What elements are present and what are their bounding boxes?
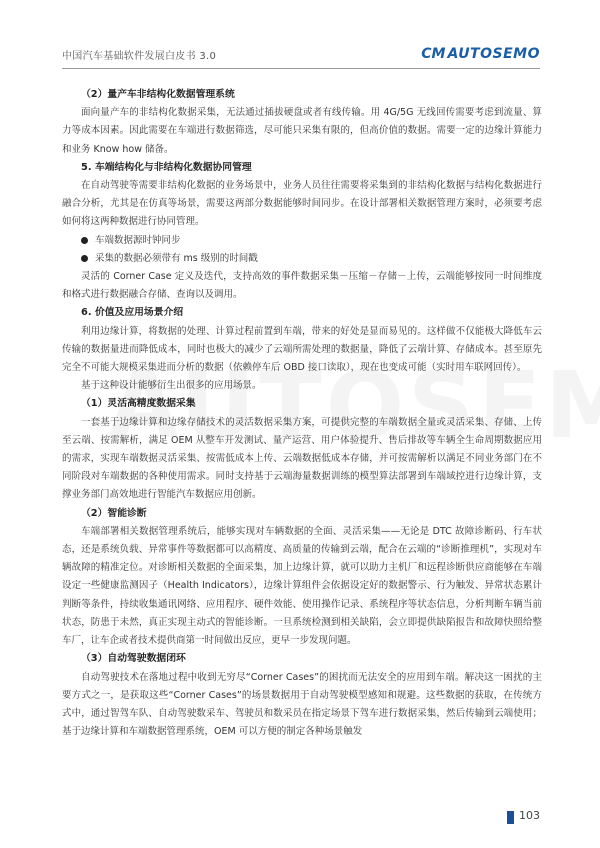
paragraph: 一套基于边缘计算和边缘存储技术的灵活数据采集方案，可提供完整的车端数据全量或灵活采集、存储、上传至云端、按需解析，满足 OEM 从整车开发测试、量产运营、用户体验提升、售后排故等车辆全生命周期数据应用的需求，实现车端数据灵活采集、按需低成本上传、云端数据低成本存储，并可按需解析以满足不同业务部门在不同阶段对车端数据的各种使用需求。同时支持基于云端海量数据训练的模型算法部署到车端域控进行边缘计算，支撑业务部门高效地进行智能汽车数据应用创新。 — [62, 416, 542, 501]
section-heading-5: 5. 车端结构化与非结构化数据协同管理 — [81, 161, 252, 173]
autosemo-logo — [421, 44, 540, 64]
page-number: 103 — [519, 809, 540, 822]
heading-6-3-autodrive-data-loop: （3）自动驾驶数据闭环 — [81, 653, 186, 665]
paragraph: 灵活的 Corner Case 定义及迭代，支持高效的事件数据采集－压缩－存储－上传，云端能够按同一时间维度和格式进行数据融合存储、查询以及调用。 — [62, 271, 542, 301]
heading-6-1-data-collection: （1）灵活高精度数据采集 — [81, 398, 196, 410]
header-divider — [62, 68, 540, 69]
logo-mark-icon: CM — [421, 46, 446, 62]
bullet-dot-icon — [81, 255, 88, 262]
header-title: 中国汽车基础软件发展白皮书 3.0 — [62, 51, 217, 62]
paragraph: 基于这种设计能够衍生出很多的应用场景。 — [81, 380, 262, 392]
section-heading-6: 6. 价值及应用场景介绍 — [81, 307, 184, 319]
paragraph: 在自动驾驶等需要非结构化数据的业务场景中，业务人员往往需要将采集到的非结构化数据与结构化数据进行融合分析，尤其是在仿真等场景，需要这两部分数据能够时间同步。在设计部署相关数据管理方案时，必须要考虑如何将这两种数据进行协同管理。 — [62, 180, 542, 228]
page-header — [62, 44, 540, 66]
paragraph: 自动驾驶技术在落地过程中收到无穷尽“Corner Cases”的困扰而无法安全的应用到车端。解决这一困扰的主要方式之一，是获取这些“Corner Cases”的场景数据用于自动驾驶模型感知和规避。这些数据的获取，在传统方式中，通过智驾车队、自动驾驶数采车、驾驶员和数采员在指定场景下驾车进行数据采集，然后传输到云端使用；基于边缘计算和车端数据管理系统，OEM 可以方便的制定各种场景触发 — [62, 671, 542, 738]
logo-text: AUTOSEMO — [447, 46, 540, 62]
bullet-item — [62, 250, 542, 268]
paragraph: 利用边缘计算，将数据的处理、计算过程前置到车端，带来的好处是显而易见的。这样做不仅能极大降低车云传输的数据量进而降低成本，同时也极大的减少了云端所需处理的数据量，降低了云端计算、存储成本。甚至原先完全不可能大规模采集进而分析的数据（依赖停车后 OBD 接口读取），现在也变成可能（实时用车联网回传）。 — [62, 325, 542, 374]
paragraph: 车端部署相关数据管理系统后，能够实现对车辆数据的全面、灵活采集——无论是 DTC 故障诊断码、行车状态，还是系统负载、异常事件等数据都可以高精度、高质量的传输到云端，配合在云端的“诊断推理机”，实现对车辆故障的精准定位。对诊断相关数据的全面采集，加上边缘计算，就可以助力主机厂和远程诊断供应商能够在车端设定一些健康监测因子（Health Indicators），边缘计算组件会依据设定好的数据警示、行为触发、异常状态累计判断等条件，持续收集通讯网络、应用程序、硬件效能、使用操作记录、系统程序等状态信息，分析判断车辆当前状态，防患于未然，真正实现主动式的智能诊断。一旦系统检测到相关缺陷，会立即提供缺陷报告和故障快照给整车厂，让车企或者技术提供商第一时间做出反应，更早一步发现问题。 — [62, 525, 542, 647]
paragraph: 面向量产车的非结构化数据采集，无法通过插拔硬盘或者有线传输。用 4G/5G 无线回传需要考虑到流量、算力等成本因素。因此需要在车端进行数据筛选，尽可能只采集有限的，但高价值的数据。需要一定的边缘计算能力和业务 Know how 储备。 — [62, 107, 542, 155]
bullet-dot-icon — [81, 237, 88, 244]
document-body — [62, 86, 542, 741]
heading-2-unstructured-system: （2）量产车非结构化数据管理系统 — [81, 89, 235, 100]
bullet-text: 车端数据源时钟同步 — [95, 234, 181, 246]
heading-6-2-smart-diagnosis: （2）智能诊断 — [81, 507, 147, 519]
bullet-text: 采集的数据必须带有 ms 级别的时间戳 — [95, 252, 258, 264]
page-number-marker — [507, 811, 514, 824]
bullet-item — [62, 232, 542, 250]
